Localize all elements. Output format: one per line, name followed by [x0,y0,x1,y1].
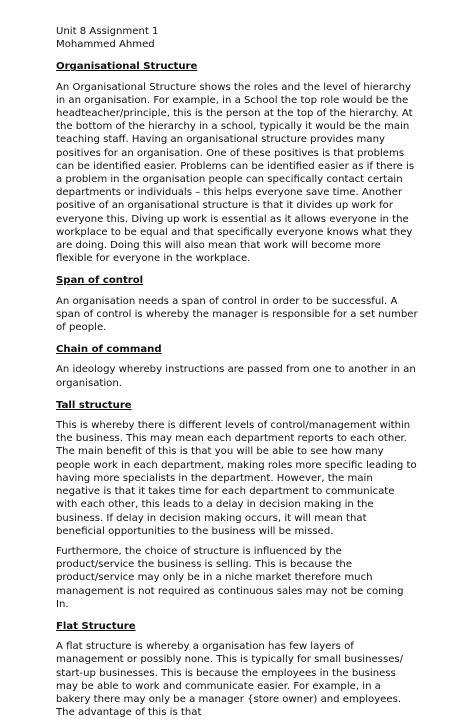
paragraph-tall-structure-2: Furthermore, the choice of structure is influenced by the product/service the business is selling. This is because the product/service may only be in a niche market therefore much management is not required as continuous sales may not be coming In. [56,545,404,610]
heading-span-of-control: Span of control [56,275,144,287]
unit-title: Unit 8 Assignment 1 [56,26,159,37]
paragraph-flat-structure: A flat structure is whereby a organisation has few layers of management or possibly none. This is typically for small businesses/ start-up businesses. This is because the employees in the business may be able to work and communicate easier. For example, in a bakery there may only be a manager {store owner) and employees. The advantage of this is that [56,641,404,719]
heading-tall-structure: Tall structure [56,399,132,411]
heading-chain-of-command: Chain of command [56,344,162,356]
author-name: Mohammed Ahmed [56,39,155,51]
heading-flat-structure: Flat Structure [56,620,136,632]
paragraph-tall-structure-1: This is whereby there is different levels of control/management within the business. This may mean each department reports to each other. The main benefit of this is that you will be able to see how many people work in each department, making roles more specific leading to having more specialists in the department. However, the main negative is that it takes time for each department to communicate with each other, this leads to a delay in decision making in the business. If delay in decision making occurs, it will mean that beneficial opportunities to the business will be missed. [56,420,417,537]
document-body [56,25,418,719]
heading-organisational-structure: Organisational Structure [56,61,198,73]
paragraph-organisational-structure: An Organisational Structure shows the roles and the level of hierarchy in an organisation. For example, in a School the top role would be the headteacher/principle, this is the person at the top of the hierarchy. At the bottom of the hierarchy in a school, typically it would be the main teaching staff. Having an organisational structure provides many positives for an organisation. One of these positives is that problems can be identified easier. Problems can be identified easier as if there is a problem in the organisation people can specifically contact certain departments or individuals – this helps everyone save time. Another positive of an organisational structure is that it divides up work for everyone this. Diving up work is essential as it allows everyone in the workplace to be equal and that specifically everyone knows what they are doing. Doing this will also mean that work will become more flexible for everyone in the workplace. [56,81,415,265]
paragraph-span-of-control: An organisation needs a span of control in order to be successful. A span of control is whereby the manager is responsible for a set number of people. [56,295,418,334]
paragraph-chain-of-command: An ideology whereby instructions are passed from one to another in an organisation. [56,364,416,389]
